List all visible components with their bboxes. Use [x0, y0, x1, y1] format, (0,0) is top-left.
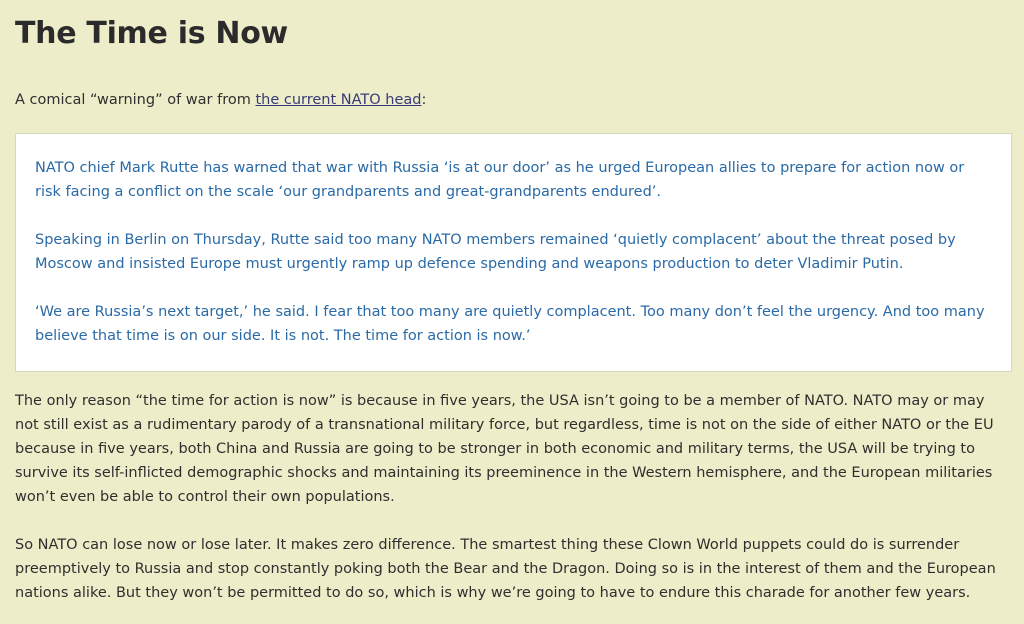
nato-head-link[interactable]: the current NATO head [255, 92, 422, 108]
body-paragraph-2: So NATO can lose now or lose later. It makes zero difference. The smartest thing these Clown World puppets could do is surrender preemptively to Russia and stop constantly poking both the Bear and the Dragon. Doing so is in the interest of them and the European nations alike. But they won’t be permitted to do so, which is why we’re going to have to endure this charade for another few years. [15, 537, 996, 601]
post-body [15, 389, 1009, 605]
intro-colon: : [421, 92, 427, 108]
body-paragraph-1: The only reason “the time for action is now” is because in five years, the USA isn’t going to be a member of NATO. NATO may or may not still exist as a rudimentary parody of a transnational military force, but regardless, time is not on the side of either NATO or the EU because in five years, both China and Russia are going to be stronger in both economic and military terms, the USA will be trying to survive its self-inflicted demographic shocks and maintaining its preeminence in the Western hemisphere, and the European militaries won’t even be able to control their own populations. [15, 393, 994, 505]
intro-paragraph [15, 90, 1009, 110]
intro-text: A comical “warning” of war from [15, 92, 256, 108]
quote-paragraph-2: Speaking in Berlin on Thursday, Rutte said too many NATO members remained ‘quietly complacent’ about the threat posed by Moscow and insisted Europe must urgently ramp up defence spending and weapons production to deter Vladimir Putin. [35, 232, 956, 272]
quote-paragraph-1: NATO chief Mark Rutte has warned that war with Russia ‘is at our door’ as he urged European allies to prepare for action now or risk facing a conflict on the scale ‘our grandparents and great-grandparents endured’. [35, 160, 965, 200]
post-title: The Time is Now [15, 16, 288, 51]
blockquote [15, 133, 1012, 372]
quote-paragraph-3: ‘We are Russia’s next target,’ he said. I fear that too many are quietly complacent. Too many don’t feel the urgency. And too many believe that time is on our side. It is not. The time for action is now.’ [35, 304, 985, 344]
